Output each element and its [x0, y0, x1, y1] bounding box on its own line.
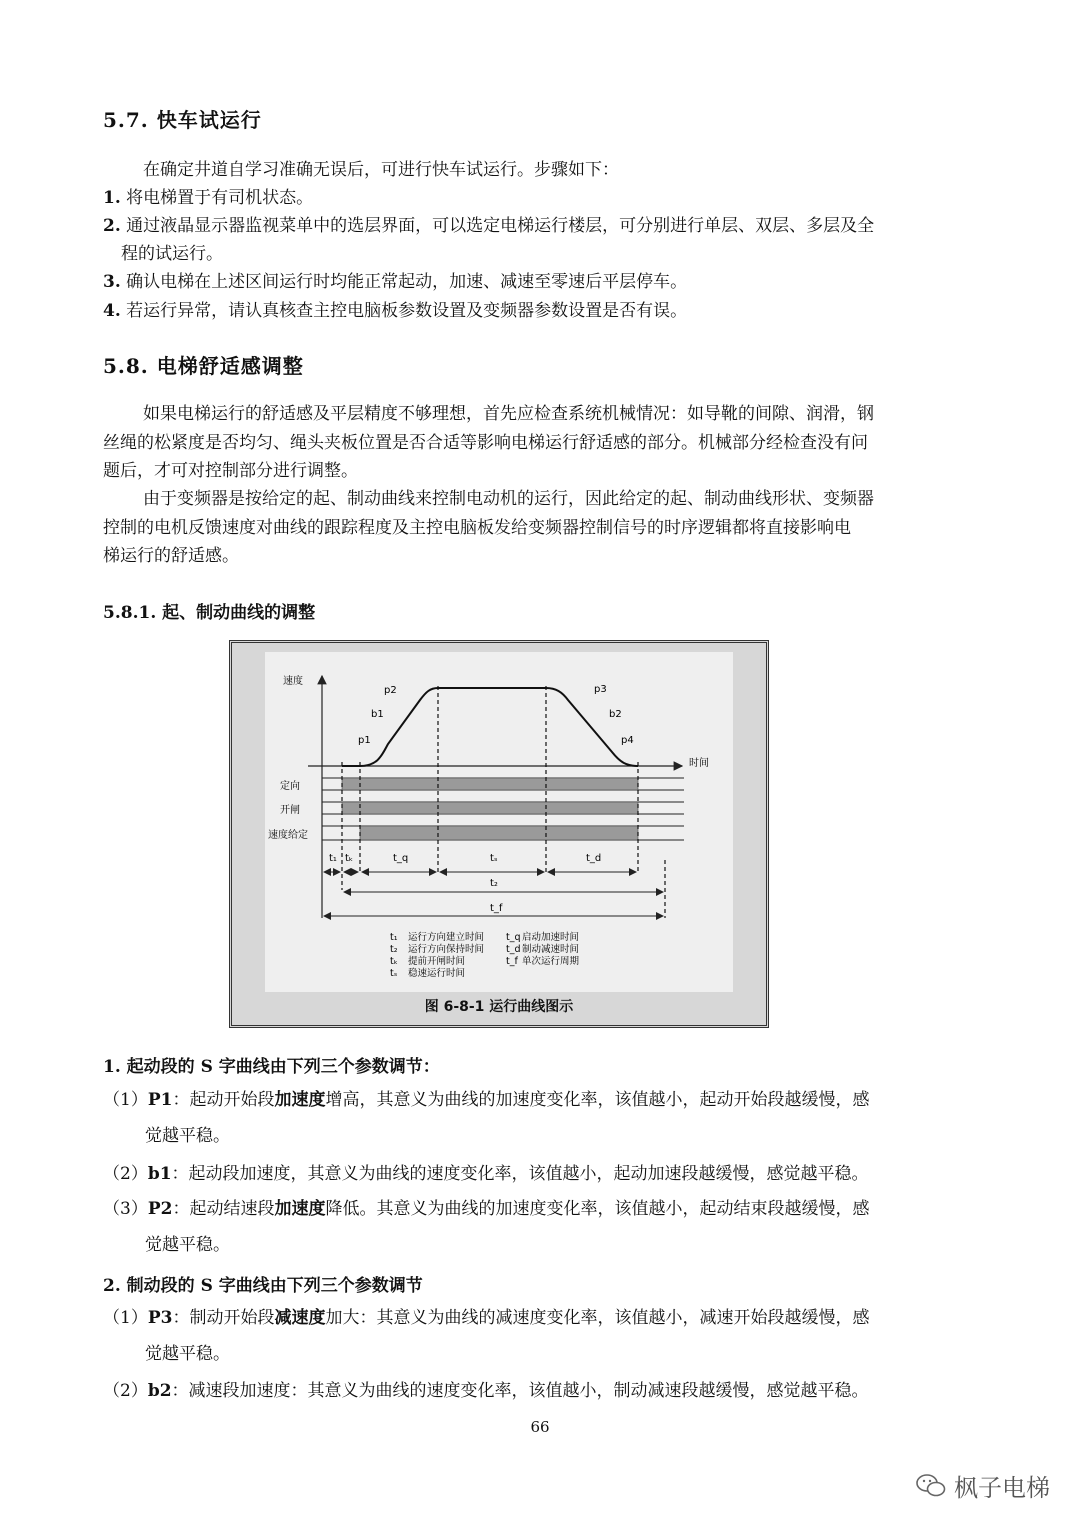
item-prefix: （3）	[103, 1199, 148, 1219]
speed-curve	[342, 688, 638, 766]
wechat-icon	[916, 1473, 946, 1499]
seg-tf: t_f	[490, 903, 503, 914]
page-number: 66	[530, 1418, 550, 1436]
list-num: 3.	[103, 272, 121, 292]
item-text: ：起动结速段	[172, 1199, 275, 1219]
part2-title: 2. 制动段的 S 字曲线由下列三个参数调节	[103, 1276, 423, 1296]
item-emphasis: 减速度	[274, 1308, 326, 1328]
row-bar-speed-ref	[360, 826, 638, 840]
legend-sym: t_d	[506, 944, 521, 955]
row-bar-direction	[342, 778, 638, 790]
part1-item-1	[103, 1082, 953, 1154]
section-5-7-intro: 在确定井道自学习准确无误后，可进行快车试运行。步骤如下：	[143, 160, 619, 180]
seg-ts: tₛ	[490, 853, 498, 864]
seg-t2: t₂	[490, 878, 498, 889]
watermark-text: 枫子电梯	[954, 1474, 1050, 1502]
legend-text: 启动加速时间	[522, 932, 580, 943]
row-bar-brake	[342, 802, 638, 814]
section-5-7-title: 5.7. 快车试运行	[103, 108, 262, 132]
legend-sym: t_f	[506, 956, 518, 967]
item-prefix: （2）	[103, 1164, 148, 1184]
legend-text: 稳速运行时间	[408, 968, 466, 979]
watermark	[916, 1468, 1050, 1503]
figure-legend	[390, 931, 580, 979]
list-num: 2.	[103, 216, 121, 236]
legend-sym: t_q	[506, 932, 521, 943]
param-label: P2	[147, 1199, 173, 1219]
label-p1: p1	[358, 735, 371, 746]
legend-sym: tₖ	[390, 956, 398, 967]
label-b2: b2	[609, 709, 622, 720]
part1-title: 1. 起动段的 S 字曲线由下列三个参数调节：	[103, 1057, 440, 1077]
row-label-direction: 定向	[280, 781, 300, 792]
list-num: 1.	[103, 188, 121, 208]
param-label: P3	[147, 1308, 173, 1328]
timing-rows	[322, 778, 684, 840]
part1-item-3	[103, 1191, 953, 1263]
item-text: ：制动开始段	[172, 1308, 275, 1328]
list-text: 通过液晶显示器监视菜单中的选层界面，可以选定电梯运行楼层，可分别进行单层、双层、多层及全	[126, 216, 875, 236]
list-text: 确认电梯在上述区间运行时均能正常起动，加速、减速至零速后平层停车。	[126, 272, 688, 292]
label-b1: b1	[371, 709, 384, 720]
item-prefix: （1）	[103, 1090, 148, 1110]
seg-tk: tₖ	[345, 853, 354, 864]
list-text: 若运行异常，请认真核查主控电脑板参数设置及变频器参数设置是否有误。	[126, 301, 688, 321]
para-line: 控制的电机反馈速度对曲线的跟踪程度及主控电脑板发给变频器控制信号的时序逻辑都将直接影响电	[103, 517, 851, 538]
item-emphasis: 加速度	[274, 1090, 326, 1110]
legend-sym: tₛ	[390, 968, 398, 979]
x-axis-label: 时间	[689, 758, 709, 769]
item-text: 增高，其意义为曲线的加速度变化率，该值越小，起动开始段越缓慢，感	[325, 1090, 870, 1110]
seg-t1: t₁	[329, 853, 337, 864]
seg-td: t_d	[586, 853, 602, 864]
item-text: 加大：其意义为曲线的减速度变化率，该值越小，减速开始段越缓慢，感	[325, 1308, 870, 1328]
para-line: 丝绳的松紧度是否均匀、绳头夹板位置是否合适等影响电梯运行舒适感的部分。机械部分经检查没有问	[103, 432, 868, 453]
legend-text: 运行方向保持时间	[408, 944, 485, 955]
item-text-cont: 觉越平稳。	[145, 1344, 230, 1364]
section-5-8-title: 5.8. 电梯舒适感调整	[103, 354, 304, 378]
label-p2: p2	[384, 685, 397, 696]
label-p4: p4	[621, 735, 634, 746]
legend-text: 提前开闸时间	[408, 956, 466, 967]
item-text: 降低。其意义为曲线的加速度变化率，该值越小，起动结束段越缓慢，感	[325, 1199, 870, 1219]
para-line: 由于变频器是按给定的起、制动曲线来控制电动机的运行，因此给定的起、制动曲线形状、变频器	[143, 489, 874, 509]
para-line: 如果电梯运行的舒适感及平层精度不够理想，首先应检查系统机械情况：如导靴的间隙、润滑，钢	[143, 404, 874, 424]
param-label: b1	[147, 1164, 172, 1184]
legend-sym: t₁	[390, 932, 398, 943]
item-emphasis: 加速度	[274, 1199, 326, 1219]
legend-text: 制动减速时间	[522, 944, 580, 955]
item-text: ：减速段加速度：其意义为曲线的速度变化率，该值越小，制动减速段越缓慢，感觉越平稳。	[171, 1381, 869, 1401]
param-label: P1	[147, 1090, 173, 1110]
label-p3: p3	[594, 684, 607, 695]
figure-caption: 图 6-8-1 运行曲线图示	[424, 999, 574, 1015]
legend-text: 运行方向建立时间	[408, 932, 485, 943]
list-text: 将电梯置于有司机状态。	[126, 188, 314, 208]
y-axis-label: 速度	[283, 676, 303, 687]
para-line: 梯运行的舒适感。	[103, 546, 239, 566]
part2-item-1	[103, 1300, 953, 1372]
item-text: ：起动段加速度，其意义为曲线的速度变化率，该值越小，起动加速段越缓慢，感觉越平稳。	[171, 1164, 869, 1184]
list-num: 4.	[103, 301, 121, 321]
part1-item-2	[103, 1156, 953, 1192]
item-prefix: （2）	[103, 1381, 148, 1401]
row-label-brake: 开闸	[280, 805, 300, 816]
param-label: b2	[147, 1381, 172, 1401]
part2-item-2	[103, 1373, 953, 1409]
list-text-cont: 程的试运行。	[121, 244, 223, 264]
legend-text: 单次运行周期	[522, 956, 580, 967]
section-5-8-1-title: 5.8.1. 起、制动曲线的调整	[103, 603, 316, 623]
row-label-speed-ref: 速度给定	[268, 830, 308, 841]
legend-sym: t₂	[390, 944, 398, 955]
item-prefix: （1）	[103, 1308, 148, 1328]
item-text-cont: 觉越平稳。	[145, 1126, 230, 1146]
item-text-cont: 觉越平稳。	[145, 1235, 230, 1255]
seg-tq: t_q	[393, 853, 409, 864]
item-text: ：起动开始段	[172, 1090, 275, 1110]
para-line: 题后，才可对控制部分进行调整。	[103, 461, 358, 481]
